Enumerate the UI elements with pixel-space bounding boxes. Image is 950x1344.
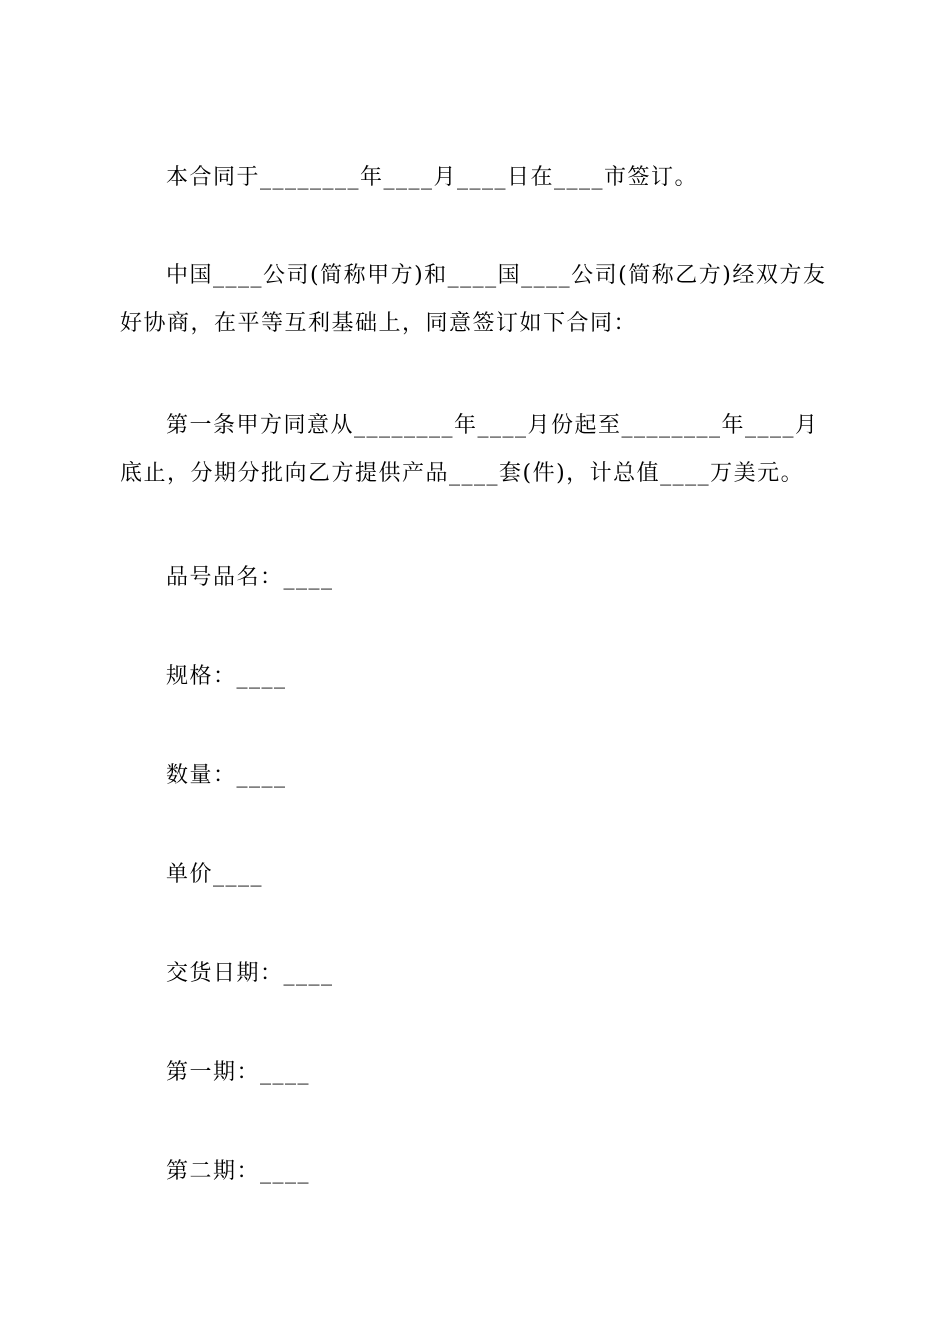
parties-clause: 中国____公司(简称甲方)和____国____公司(简称乙方)经双方友好协商，在平等互利基础上，同意签订如下合同：: [120, 263, 827, 336]
specification-field: 规格：____: [166, 664, 287, 689]
article-one-clause: 第一条甲方同意从________年____月份起至________年____月底止，分期分批向乙方提供产品____套(件)，计总值____万美元。: [120, 413, 819, 486]
contract-signing-clause: 本合同于________年____月____日在____市签订。: [166, 165, 699, 190]
delivery-date-field: 交货日期：____: [166, 961, 334, 986]
unit-price-field: 单价____: [166, 862, 264, 887]
product-name-field: 品号品名：____: [166, 565, 334, 590]
quantity-field: 数量：____: [166, 763, 287, 788]
second-period-field: 第二期：____: [166, 1159, 311, 1184]
first-period-field: 第一期：____: [166, 1060, 311, 1085]
